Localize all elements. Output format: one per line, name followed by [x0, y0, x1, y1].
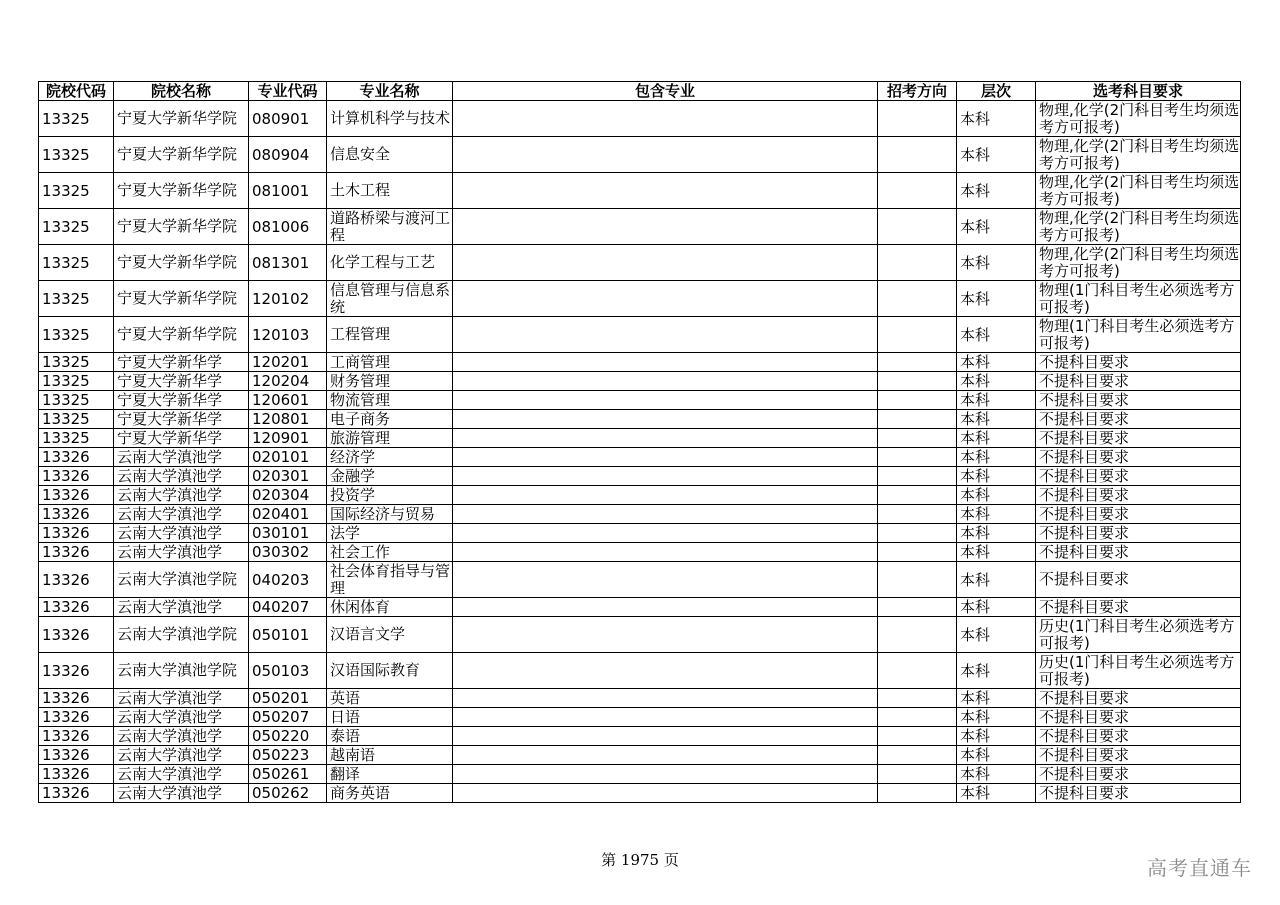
direction-cell [878, 765, 957, 784]
major-name-cell: 财务管理 [327, 372, 453, 391]
table-row [39, 505, 1241, 524]
direction-cell [878, 429, 957, 448]
school-name-cell: 云南大学滇池学 [114, 598, 249, 617]
direction-cell [878, 562, 957, 598]
major-name-cell: 越南语 [327, 746, 453, 765]
level-cell: 本科 [957, 448, 1036, 467]
school-code-cell: 13325 [39, 137, 114, 173]
school-code-cell: 13325 [39, 372, 114, 391]
major-code-cell: 120102 [249, 281, 327, 317]
major-name-cell: 工商管理 [327, 353, 453, 372]
major-code-cell: 050262 [249, 784, 327, 803]
included-majors-cell [453, 448, 878, 467]
direction-cell [878, 101, 957, 137]
level-cell: 本科 [957, 137, 1036, 173]
major-code-cell: 080904 [249, 137, 327, 173]
table-row [39, 281, 1241, 317]
direction-cell [878, 653, 957, 689]
major-code-cell: 081006 [249, 209, 327, 245]
major-name-cell: 电子商务 [327, 410, 453, 429]
major-name-cell: 投资学 [327, 486, 453, 505]
col-header-requirement: 选考科目要求 [1036, 82, 1241, 101]
school-code-cell: 13326 [39, 653, 114, 689]
major-name-cell: 社会体育指导与管理 [327, 562, 453, 598]
table-row [39, 746, 1241, 765]
level-cell: 本科 [957, 524, 1036, 543]
level-cell: 本科 [957, 101, 1036, 137]
major-name-cell: 土木工程 [327, 173, 453, 209]
col-header-school-code: 院校代码 [39, 82, 114, 101]
major-code-cell: 040207 [249, 598, 327, 617]
major-code-cell: 120901 [249, 429, 327, 448]
table-row [39, 689, 1241, 708]
included-majors-cell [453, 524, 878, 543]
major-name-cell: 英语 [327, 689, 453, 708]
major-code-cell: 020101 [249, 448, 327, 467]
school-code-cell: 13325 [39, 209, 114, 245]
school-code-cell: 13326 [39, 617, 114, 653]
requirement-cell: 不提科目要求 [1036, 746, 1241, 765]
direction-cell [878, 543, 957, 562]
included-majors-cell [453, 429, 878, 448]
school-name-cell: 云南大学滇池学院 [114, 653, 249, 689]
school-name-cell: 宁夏大学新华学院 [114, 101, 249, 137]
direction-cell [878, 317, 957, 353]
included-majors-cell [453, 281, 878, 317]
header-row [39, 82, 1241, 101]
school-code-cell: 13325 [39, 317, 114, 353]
table-row [39, 429, 1241, 448]
requirement-cell: 不提科目要求 [1036, 429, 1241, 448]
table-row [39, 784, 1241, 803]
included-majors-cell [453, 562, 878, 598]
direction-cell [878, 524, 957, 543]
included-majors-cell [453, 543, 878, 562]
table-row [39, 245, 1241, 281]
level-cell: 本科 [957, 391, 1036, 410]
school-code-cell: 13326 [39, 746, 114, 765]
included-majors-cell [453, 467, 878, 486]
included-majors-cell [453, 653, 878, 689]
level-cell: 本科 [957, 689, 1036, 708]
major-name-cell: 汉语言文学 [327, 617, 453, 653]
major-name-cell: 法学 [327, 524, 453, 543]
included-majors-cell [453, 245, 878, 281]
requirement-cell: 不提科目要求 [1036, 562, 1241, 598]
requirement-cell: 不提科目要求 [1036, 391, 1241, 410]
level-cell: 本科 [957, 708, 1036, 727]
requirement-cell: 不提科目要求 [1036, 598, 1241, 617]
table-body [39, 101, 1241, 803]
level-cell: 本科 [957, 784, 1036, 803]
direction-cell [878, 209, 957, 245]
direction-cell [878, 281, 957, 317]
school-code-cell: 13326 [39, 486, 114, 505]
major-code-cell: 080901 [249, 101, 327, 137]
school-code-cell: 13326 [39, 505, 114, 524]
level-cell: 本科 [957, 372, 1036, 391]
table-row [39, 765, 1241, 784]
table-row [39, 543, 1241, 562]
school-code-cell: 13325 [39, 245, 114, 281]
level-cell: 本科 [957, 746, 1036, 765]
included-majors-cell [453, 173, 878, 209]
school-code-cell: 13326 [39, 562, 114, 598]
school-name-cell: 云南大学滇池学 [114, 505, 249, 524]
table-row [39, 617, 1241, 653]
col-header-major-name: 专业名称 [327, 82, 453, 101]
school-code-cell: 13326 [39, 543, 114, 562]
requirement-cell: 物理,化学(2门科目考生均须选考方可报考) [1036, 137, 1241, 173]
school-name-cell: 云南大学滇池学 [114, 689, 249, 708]
major-code-cell: 050207 [249, 708, 327, 727]
requirement-cell: 不提科目要求 [1036, 689, 1241, 708]
school-code-cell: 13326 [39, 784, 114, 803]
level-cell: 本科 [957, 429, 1036, 448]
major-name-cell: 工程管理 [327, 317, 453, 353]
school-name-cell: 云南大学滇池学 [114, 784, 249, 803]
included-majors-cell [453, 617, 878, 653]
requirement-cell: 物理,化学(2门科目考生均须选考方可报考) [1036, 101, 1241, 137]
major-name-cell: 物流管理 [327, 391, 453, 410]
page-number: 第 1975 页 [601, 851, 679, 869]
major-name-cell: 化学工程与工艺 [327, 245, 453, 281]
requirement-cell: 不提科目要求 [1036, 505, 1241, 524]
requirement-cell: 不提科目要求 [1036, 708, 1241, 727]
school-code-cell: 13326 [39, 524, 114, 543]
major-code-cell: 050220 [249, 727, 327, 746]
requirement-cell: 物理(1门科目考生必须选考方可报考) [1036, 317, 1241, 353]
school-code-cell: 13326 [39, 689, 114, 708]
major-name-cell: 社会工作 [327, 543, 453, 562]
level-cell: 本科 [957, 281, 1036, 317]
table-row [39, 173, 1241, 209]
school-name-cell: 云南大学滇池学 [114, 746, 249, 765]
col-header-direction: 招考方向 [878, 82, 957, 101]
direction-cell [878, 689, 957, 708]
major-code-cell: 050101 [249, 617, 327, 653]
school-code-cell: 13326 [39, 727, 114, 746]
requirement-cell: 不提科目要求 [1036, 765, 1241, 784]
major-code-cell: 020304 [249, 486, 327, 505]
level-cell: 本科 [957, 562, 1036, 598]
school-code-cell: 13325 [39, 173, 114, 209]
school-code-cell: 13325 [39, 391, 114, 410]
school-code-cell: 13325 [39, 353, 114, 372]
col-header-included-majors: 包含专业 [453, 82, 878, 101]
major-name-cell: 翻译 [327, 765, 453, 784]
major-code-cell: 120801 [249, 410, 327, 429]
table-row [39, 448, 1241, 467]
school-name-cell: 云南大学滇池学 [114, 524, 249, 543]
included-majors-cell [453, 765, 878, 784]
school-name-cell: 云南大学滇池学院 [114, 562, 249, 598]
admission-table [38, 81, 1241, 803]
direction-cell [878, 137, 957, 173]
school-name-cell: 宁夏大学新华学院 [114, 317, 249, 353]
table-row [39, 137, 1241, 173]
school-name-cell: 云南大学滇池学 [114, 727, 249, 746]
level-cell: 本科 [957, 245, 1036, 281]
school-name-cell: 宁夏大学新华学 [114, 410, 249, 429]
included-majors-cell [453, 353, 878, 372]
table-row [39, 727, 1241, 746]
major-name-cell: 泰语 [327, 727, 453, 746]
school-name-cell: 云南大学滇池学 [114, 765, 249, 784]
table-row [39, 317, 1241, 353]
level-cell: 本科 [957, 598, 1036, 617]
direction-cell [878, 784, 957, 803]
col-header-level: 层次 [957, 82, 1036, 101]
major-code-cell: 020401 [249, 505, 327, 524]
level-cell: 本科 [957, 173, 1036, 209]
direction-cell [878, 372, 957, 391]
major-name-cell: 金融学 [327, 467, 453, 486]
direction-cell [878, 410, 957, 429]
direction-cell [878, 598, 957, 617]
table-row [39, 391, 1241, 410]
direction-cell [878, 467, 957, 486]
direction-cell [878, 746, 957, 765]
major-name-cell: 休闲体育 [327, 598, 453, 617]
requirement-cell: 历史(1门科目考生必须选考方可报考) [1036, 617, 1241, 653]
school-name-cell: 宁夏大学新华学 [114, 353, 249, 372]
major-code-cell: 120204 [249, 372, 327, 391]
major-code-cell: 050201 [249, 689, 327, 708]
requirement-cell: 不提科目要求 [1036, 524, 1241, 543]
school-name-cell: 宁夏大学新华学院 [114, 245, 249, 281]
included-majors-cell [453, 101, 878, 137]
school-name-cell: 云南大学滇池学 [114, 708, 249, 727]
school-code-cell: 13325 [39, 429, 114, 448]
major-name-cell: 汉语国际教育 [327, 653, 453, 689]
direction-cell [878, 173, 957, 209]
school-name-cell: 云南大学滇池学 [114, 543, 249, 562]
school-code-cell: 13325 [39, 281, 114, 317]
included-majors-cell [453, 784, 878, 803]
major-name-cell: 国际经济与贸易 [327, 505, 453, 524]
table-row [39, 372, 1241, 391]
major-code-cell: 050223 [249, 746, 327, 765]
requirement-cell: 不提科目要求 [1036, 543, 1241, 562]
major-code-cell: 050261 [249, 765, 327, 784]
requirement-cell: 不提科目要求 [1036, 486, 1241, 505]
direction-cell [878, 391, 957, 410]
school-code-cell: 13326 [39, 765, 114, 784]
included-majors-cell [453, 209, 878, 245]
major-name-cell: 信息安全 [327, 137, 453, 173]
level-cell: 本科 [957, 727, 1036, 746]
col-header-school-name: 院校名称 [114, 82, 249, 101]
school-name-cell: 宁夏大学新华学 [114, 391, 249, 410]
level-cell: 本科 [957, 209, 1036, 245]
major-name-cell: 商务英语 [327, 784, 453, 803]
school-name-cell: 云南大学滇池学 [114, 467, 249, 486]
table-row [39, 653, 1241, 689]
included-majors-cell [453, 598, 878, 617]
school-name-cell: 宁夏大学新华学 [114, 372, 249, 391]
direction-cell [878, 486, 957, 505]
table-row [39, 410, 1241, 429]
table-row [39, 467, 1241, 486]
requirement-cell: 不提科目要求 [1036, 727, 1241, 746]
school-code-cell: 13326 [39, 448, 114, 467]
requirement-cell: 不提科目要求 [1036, 784, 1241, 803]
major-name-cell: 道路桥梁与渡河工程 [327, 209, 453, 245]
direction-cell [878, 448, 957, 467]
level-cell: 本科 [957, 486, 1036, 505]
included-majors-cell [453, 689, 878, 708]
included-majors-cell [453, 727, 878, 746]
major-code-cell: 050103 [249, 653, 327, 689]
school-name-cell: 云南大学滇池学 [114, 486, 249, 505]
school-name-cell: 宁夏大学新华学院 [114, 281, 249, 317]
school-name-cell: 云南大学滇池学院 [114, 617, 249, 653]
major-code-cell: 081001 [249, 173, 327, 209]
direction-cell [878, 708, 957, 727]
level-cell: 本科 [957, 543, 1036, 562]
requirement-cell: 物理(1门科目考生必须选考方可报考) [1036, 281, 1241, 317]
table-row [39, 486, 1241, 505]
requirement-cell: 不提科目要求 [1036, 467, 1241, 486]
requirement-cell: 物理,化学(2门科目考生均须选考方可报考) [1036, 245, 1241, 281]
requirement-cell: 不提科目要求 [1036, 353, 1241, 372]
major-code-cell: 120103 [249, 317, 327, 353]
requirement-cell: 不提科目要求 [1036, 372, 1241, 391]
level-cell: 本科 [957, 505, 1036, 524]
included-majors-cell [453, 137, 878, 173]
included-majors-cell [453, 486, 878, 505]
school-code-cell: 13326 [39, 708, 114, 727]
requirement-cell: 历史(1门科目考生必须选考方可报考) [1036, 653, 1241, 689]
school-code-cell: 13326 [39, 598, 114, 617]
requirement-cell: 物理,化学(2门科目考生均须选考方可报考) [1036, 173, 1241, 209]
table-row [39, 524, 1241, 543]
level-cell: 本科 [957, 617, 1036, 653]
direction-cell [878, 245, 957, 281]
included-majors-cell [453, 317, 878, 353]
school-name-cell: 宁夏大学新华学院 [114, 173, 249, 209]
school-name-cell: 宁夏大学新华学院 [114, 137, 249, 173]
school-code-cell: 13325 [39, 410, 114, 429]
included-majors-cell [453, 746, 878, 765]
level-cell: 本科 [957, 410, 1036, 429]
level-cell: 本科 [957, 353, 1036, 372]
major-code-cell: 030302 [249, 543, 327, 562]
watermark: 高考直通车 [1147, 856, 1252, 880]
included-majors-cell [453, 708, 878, 727]
level-cell: 本科 [957, 653, 1036, 689]
direction-cell [878, 727, 957, 746]
level-cell: 本科 [957, 317, 1036, 353]
major-code-cell: 030101 [249, 524, 327, 543]
included-majors-cell [453, 372, 878, 391]
level-cell: 本科 [957, 765, 1036, 784]
major-name-cell: 经济学 [327, 448, 453, 467]
major-name-cell: 计算机科学与技术 [327, 101, 453, 137]
major-name-cell: 信息管理与信息系统 [327, 281, 453, 317]
school-name-cell: 宁夏大学新华学院 [114, 209, 249, 245]
direction-cell [878, 353, 957, 372]
col-header-major-code: 专业代码 [249, 82, 327, 101]
direction-cell [878, 505, 957, 524]
table-row [39, 708, 1241, 727]
major-code-cell: 081301 [249, 245, 327, 281]
major-name-cell: 日语 [327, 708, 453, 727]
major-code-cell: 120601 [249, 391, 327, 410]
included-majors-cell [453, 410, 878, 429]
table-row [39, 562, 1241, 598]
school-code-cell: 13325 [39, 101, 114, 137]
school-name-cell: 云南大学滇池学 [114, 448, 249, 467]
table-row [39, 209, 1241, 245]
requirement-cell: 不提科目要求 [1036, 448, 1241, 467]
major-code-cell: 040203 [249, 562, 327, 598]
direction-cell [878, 617, 957, 653]
included-majors-cell [453, 505, 878, 524]
major-code-cell: 120201 [249, 353, 327, 372]
table-row [39, 353, 1241, 372]
requirement-cell: 物理,化学(2门科目考生均须选考方可报考) [1036, 209, 1241, 245]
school-name-cell: 宁夏大学新华学 [114, 429, 249, 448]
requirement-cell: 不提科目要求 [1036, 410, 1241, 429]
table-row [39, 598, 1241, 617]
level-cell: 本科 [957, 467, 1036, 486]
table-row [39, 101, 1241, 137]
major-code-cell: 020301 [249, 467, 327, 486]
major-name-cell: 旅游管理 [327, 429, 453, 448]
school-code-cell: 13326 [39, 467, 114, 486]
included-majors-cell [453, 391, 878, 410]
